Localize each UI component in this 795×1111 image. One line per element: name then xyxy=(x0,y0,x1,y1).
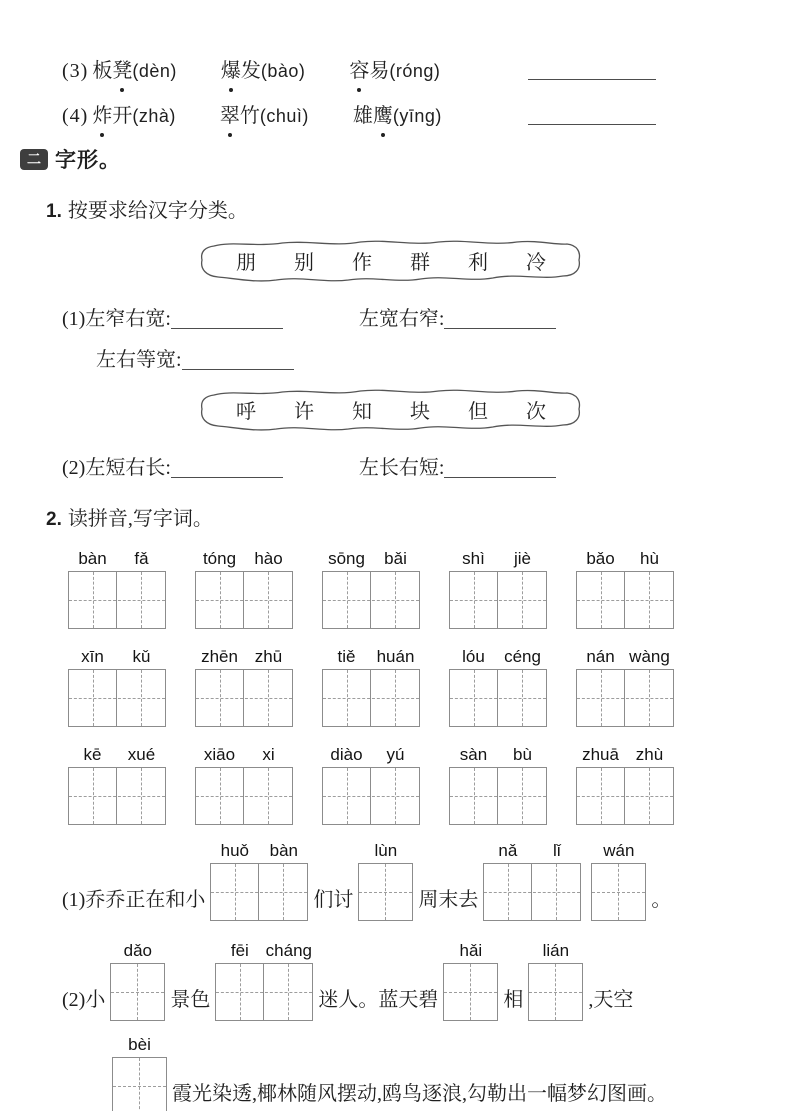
writing-grid-row-1 xyxy=(68,549,795,629)
writing-group xyxy=(322,549,420,629)
pinyin-label: (bào) xyxy=(260,61,306,81)
pinyin-row: zhēn zhū xyxy=(201,647,283,666)
writing-cell xyxy=(244,572,292,628)
writing-cell xyxy=(359,864,411,920)
writing-cell xyxy=(196,768,244,824)
writing-cell xyxy=(323,572,371,628)
answer-blank[interactable] xyxy=(444,464,556,478)
writing-group xyxy=(195,647,293,727)
writing-group xyxy=(322,647,420,727)
writing-cell xyxy=(259,864,307,920)
writing-cell xyxy=(498,768,546,824)
pinyin-correction-row-4 xyxy=(62,99,656,128)
writing-group xyxy=(68,549,166,629)
writing-cell xyxy=(450,768,498,824)
classify-label: 左右等宽: xyxy=(96,349,182,371)
pinyin-row: xiāo xi xyxy=(203,745,275,764)
writing-group xyxy=(591,841,646,921)
item-number: (3) xyxy=(62,60,89,82)
pinyin-label: (dèn) xyxy=(132,61,177,81)
writing-group xyxy=(528,941,583,1021)
writing-group xyxy=(322,745,420,825)
writing-cell xyxy=(592,864,644,920)
writing-box[interactable] xyxy=(443,963,498,1021)
classify-label: (1)左窄右宽: xyxy=(62,308,171,330)
writing-cell xyxy=(577,572,625,628)
writing-group xyxy=(443,941,498,1021)
writing-box[interactable] xyxy=(195,669,293,727)
bubble-character: 许 xyxy=(294,400,314,423)
classify-row-equal xyxy=(96,343,795,372)
writing-grid-row-2 xyxy=(68,647,795,727)
writing-box[interactable] xyxy=(591,863,646,921)
writing-cell xyxy=(444,964,496,1020)
writing-cell xyxy=(529,964,581,1020)
pinyin-row: nǎ lǐ xyxy=(498,841,561,860)
character-bubble-1 xyxy=(198,238,584,282)
section-header xyxy=(20,144,795,174)
bubble-character: 利 xyxy=(468,251,488,274)
writing-group xyxy=(358,841,413,921)
word-with-pinyin: 翠竹(chuì) xyxy=(220,99,309,128)
pinyin-label: (yīng) xyxy=(392,106,442,126)
pinyin-row: lóu céng xyxy=(462,647,541,666)
writing-cell xyxy=(450,572,498,628)
bubble-character: 呼 xyxy=(236,400,256,423)
pinyin-row: tiě huán xyxy=(337,647,415,666)
writing-cell xyxy=(450,670,498,726)
writing-cell xyxy=(69,768,117,824)
writing-cell xyxy=(117,768,165,824)
writing-cell xyxy=(111,964,163,1020)
writing-box[interactable] xyxy=(528,963,583,1021)
writing-cell xyxy=(323,768,371,824)
writing-cell xyxy=(211,864,259,920)
pinyin-row: lùn xyxy=(374,841,398,860)
pinyin-row: fēi cháng xyxy=(230,941,312,960)
sentence-text: 。 xyxy=(651,889,672,911)
writing-cell xyxy=(69,670,117,726)
sentence-text: (1)乔乔正在和小 xyxy=(62,889,206,911)
section-title: 字形。 xyxy=(55,148,121,172)
writing-cell xyxy=(371,768,419,824)
writing-group xyxy=(449,745,547,825)
character-bubble-2 xyxy=(198,387,584,431)
pinyin-row: lián xyxy=(542,941,570,960)
writing-cell xyxy=(625,768,673,824)
writing-group xyxy=(68,745,166,825)
pinyin-row: nán wàng xyxy=(586,647,670,666)
writing-group xyxy=(449,549,547,629)
instruction-number: 2. xyxy=(46,509,62,530)
writing-cell xyxy=(216,964,264,1020)
pinyin-row: hǎi xyxy=(459,941,483,960)
writing-group xyxy=(576,745,674,825)
writing-group xyxy=(112,1035,167,1111)
answer-blank[interactable] xyxy=(171,464,283,478)
writing-cell xyxy=(244,768,292,824)
writing-cell xyxy=(625,670,673,726)
bubble-character: 知 xyxy=(352,400,372,423)
sentence-text: 周末去 xyxy=(418,889,479,911)
writing-group xyxy=(68,647,166,727)
pinyin-label: (róng) xyxy=(389,61,441,81)
pinyin-row: sàn bù xyxy=(459,745,532,764)
writing-box[interactable] xyxy=(195,571,293,629)
writing-box[interactable] xyxy=(449,669,547,727)
item-number: (4) xyxy=(62,105,89,127)
sentence-1 xyxy=(62,841,795,921)
writing-cell xyxy=(196,670,244,726)
writing-cell xyxy=(117,572,165,628)
sentence-text: 霞光染透,椰林随风摆动,鸥鸟逐浪,勾勒出一幅梦幻图画。 xyxy=(172,1083,667,1105)
writing-cell xyxy=(113,1058,165,1111)
writing-box[interactable] xyxy=(576,669,674,727)
word-with-pinyin: 容易(róng) xyxy=(349,54,440,83)
pinyin-correction-row-3 xyxy=(62,54,656,83)
writing-group xyxy=(215,941,313,1021)
writing-box[interactable] xyxy=(576,767,674,825)
sentence-3 xyxy=(112,1035,795,1111)
writing-cell xyxy=(577,670,625,726)
pinyin-row: wán xyxy=(603,841,635,860)
writing-box[interactable] xyxy=(449,767,547,825)
pinyin-row: kē xué xyxy=(83,745,156,764)
word-with-pinyin: 炸开(zhà) xyxy=(92,99,176,128)
writing-group xyxy=(576,647,674,727)
pinyin-row: bàn fǎ xyxy=(78,549,149,568)
writing-group xyxy=(195,549,293,629)
writing-box[interactable] xyxy=(195,767,293,825)
writing-box[interactable] xyxy=(358,863,413,921)
writing-cell xyxy=(117,670,165,726)
pinyin-row: huǒ bàn xyxy=(220,841,299,860)
writing-box[interactable] xyxy=(68,767,166,825)
writing-box[interactable] xyxy=(68,571,166,629)
sentence-2 xyxy=(62,941,795,1021)
answer-blank[interactable] xyxy=(528,111,656,125)
classify-row-1 xyxy=(62,302,795,331)
writing-box[interactable] xyxy=(112,1057,167,1111)
classify-label: (2)左短右长: xyxy=(62,457,171,479)
writing-box[interactable] xyxy=(210,863,308,921)
writing-group xyxy=(576,549,674,629)
sentence-text: 们讨 xyxy=(313,889,354,911)
writing-box[interactable] xyxy=(68,669,166,727)
writing-cell xyxy=(244,670,292,726)
word-with-pinyin: 板凳(dèn) xyxy=(92,54,177,83)
word-with-pinyin: 雄鹰(yīng) xyxy=(353,99,442,128)
classify-row-2 xyxy=(62,451,795,480)
instruction-number: 1. xyxy=(46,201,62,222)
pinyin-label: (chuì) xyxy=(259,106,309,126)
bubble-character: 冷 xyxy=(526,251,546,274)
pinyin-row: bèi xyxy=(128,1035,151,1054)
writing-cell xyxy=(498,670,546,726)
sentence-text: 景色 xyxy=(170,989,211,1011)
sentence-text: ,天空 xyxy=(588,989,634,1011)
writing-group xyxy=(449,647,547,727)
sentence-text: 相 xyxy=(503,989,524,1011)
classify-label: 左长右短: xyxy=(358,457,445,479)
writing-cell xyxy=(371,572,419,628)
bubble-character: 次 xyxy=(526,400,546,423)
writing-cell xyxy=(484,864,532,920)
writing-cell xyxy=(625,572,673,628)
writing-box[interactable] xyxy=(110,963,165,1021)
pinyin-row: tóng hào xyxy=(202,549,283,568)
bubble-character: 群 xyxy=(410,251,430,274)
writing-box[interactable] xyxy=(322,767,420,825)
word-with-pinyin: 爆发(bào) xyxy=(221,54,306,83)
sentence-text: 迷人。蓝天碧 xyxy=(318,989,439,1011)
writing-box[interactable] xyxy=(215,963,313,1021)
pinyin-row: diào yú xyxy=(330,745,405,764)
writing-cell xyxy=(196,572,244,628)
section-number-badge-icon: 二 xyxy=(20,149,48,170)
writing-cell xyxy=(498,572,546,628)
bubble-character: 块 xyxy=(410,400,430,423)
writing-cell xyxy=(371,670,419,726)
bubble-character: 但 xyxy=(468,400,488,423)
pinyin-row: bǎo hù xyxy=(586,549,659,568)
answer-blank[interactable] xyxy=(182,356,294,370)
pinyin-row: shì jiè xyxy=(462,549,531,568)
writing-box[interactable] xyxy=(483,863,581,921)
writing-box[interactable] xyxy=(322,669,420,727)
writing-cell xyxy=(323,670,371,726)
writing-cell xyxy=(264,964,312,1020)
classify-instruction: 1. 按要求给汉字分类。 xyxy=(46,200,248,222)
writing-group xyxy=(210,841,308,921)
answer-blank[interactable] xyxy=(528,66,656,80)
pinyin-row: xīn kǔ xyxy=(81,647,151,666)
writing-box[interactable] xyxy=(322,571,420,629)
answer-blank[interactable] xyxy=(171,315,283,329)
sentence-text: (2)小 xyxy=(62,989,106,1011)
writing-grid-row-3 xyxy=(68,745,795,825)
bubble-character: 朋 xyxy=(236,251,256,274)
pinyin-row: zhuā zhù xyxy=(582,745,664,764)
pinyin-row: dǎo xyxy=(123,941,153,960)
writing-box[interactable] xyxy=(449,571,547,629)
bubble-character: 作 xyxy=(352,251,372,274)
writing-cell xyxy=(532,864,580,920)
pinyin-row: sōng bǎi xyxy=(328,549,407,568)
writing-cell xyxy=(577,768,625,824)
pinyin-label: (zhà) xyxy=(132,106,176,126)
answer-blank[interactable] xyxy=(444,315,556,329)
pinyin-write-instruction: 2. 读拼音,写字词。 xyxy=(46,508,213,530)
bubble-character: 别 xyxy=(294,251,314,274)
writing-cell xyxy=(69,572,117,628)
writing-group xyxy=(483,841,581,921)
writing-group xyxy=(195,745,293,825)
writing-box[interactable] xyxy=(576,571,674,629)
writing-group xyxy=(110,941,165,1021)
classify-label: 左宽右窄: xyxy=(358,308,445,330)
